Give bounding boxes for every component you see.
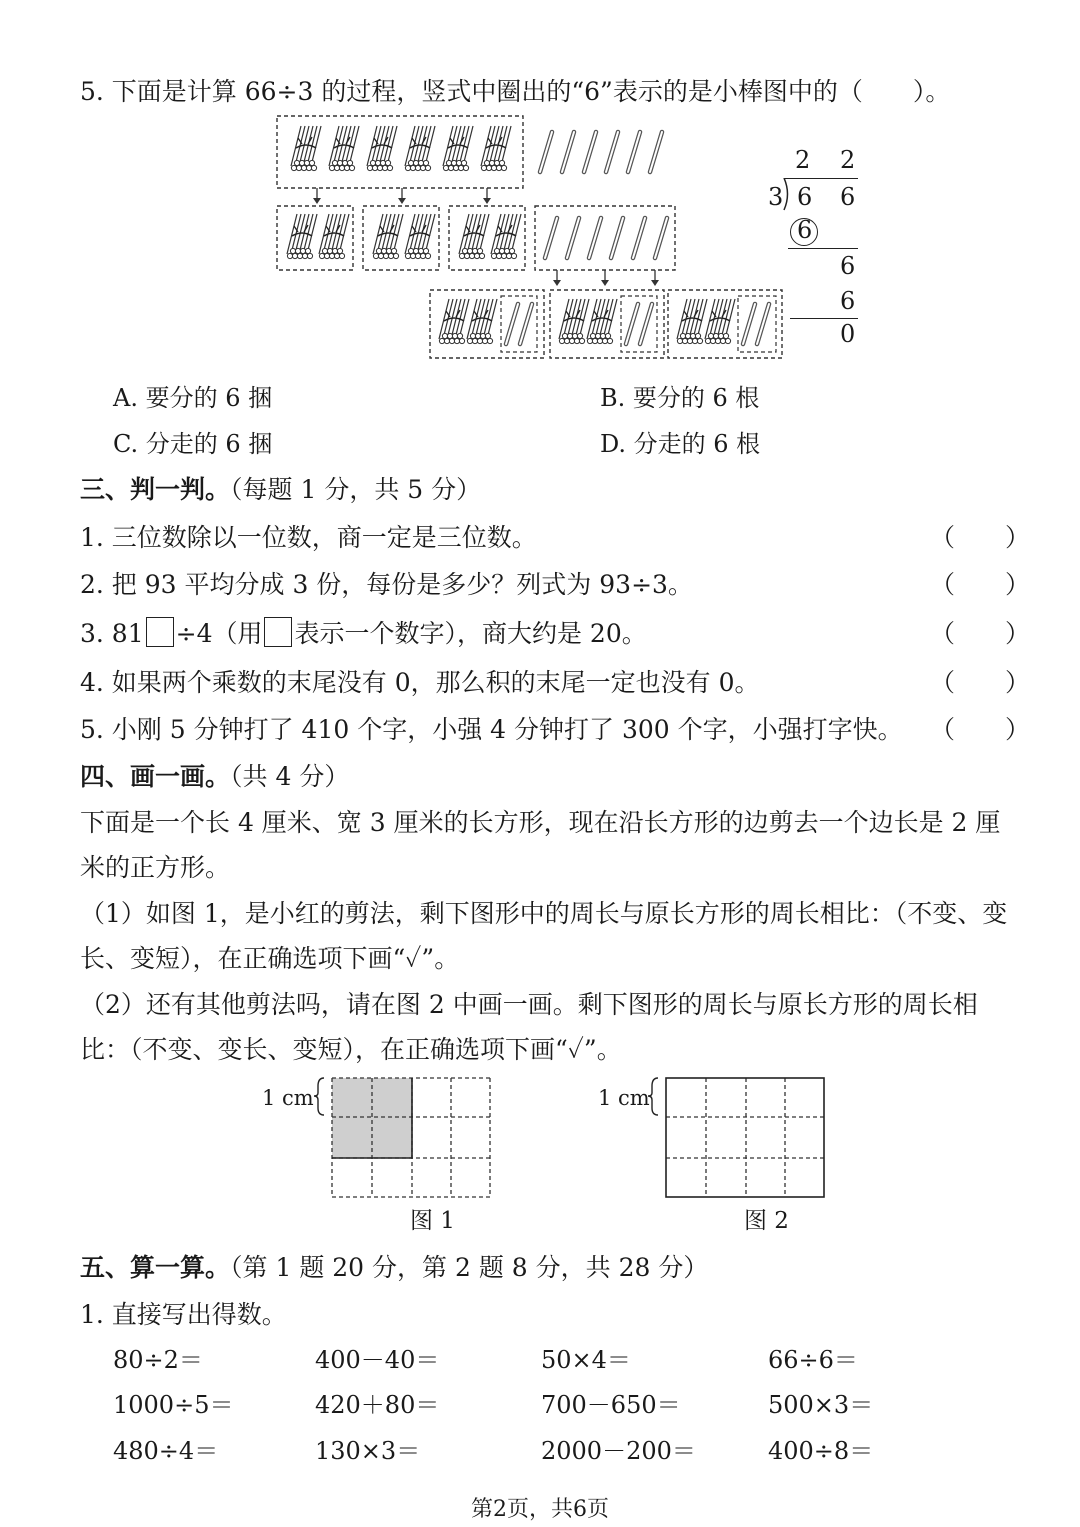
judge-answer-4[interactable]: （ ） bbox=[930, 668, 1031, 697]
calc-item: 480÷4＝ bbox=[113, 1437, 219, 1465]
calc-item: 66÷6＝ bbox=[768, 1346, 858, 1374]
calc-item: 420＋80＝ bbox=[315, 1391, 440, 1419]
calc-item: 500×3＝ bbox=[768, 1391, 874, 1419]
calc-item: 50×4＝ bbox=[541, 1346, 631, 1374]
division-bracket bbox=[782, 178, 792, 212]
section-5-heading bbox=[80, 1248, 708, 1284]
section-3-title: 三、判一判。 bbox=[80, 475, 231, 504]
section-3-note: （每题 1 分，共 5 分） bbox=[230, 475, 482, 504]
judge-item-1: 1. 三位数除以一位数，商一定是三位数。 bbox=[80, 523, 537, 552]
judge-item-4: 4. 如果两个乘数的末尾没有 0，那么积的末尾一定也没有 0。 bbox=[80, 668, 760, 697]
long-division bbox=[760, 140, 870, 355]
section-5-note: （第 1 题 20 分，第 2 题 8 分，共 28 分） bbox=[230, 1253, 709, 1282]
dividend-digit-1: 6 bbox=[797, 183, 813, 211]
division-remainder: 0 bbox=[840, 320, 856, 348]
option-d[interactable]: D. 分走的 6 根 bbox=[600, 430, 761, 458]
stick-diagram bbox=[270, 112, 790, 367]
calc-item: 2000－200＝ bbox=[541, 1437, 696, 1465]
page-footer: 第2页，共6页 bbox=[471, 1497, 609, 1522]
section-4-title: 四、画一画。 bbox=[80, 762, 231, 791]
judge-item-2: 2. 把 93 平均分成 3 份，每份是多少？列式为 93÷3。 bbox=[80, 570, 693, 599]
section-4-part1-2: 长、变短），在正确选项下画“✓”。 bbox=[80, 944, 460, 973]
dividend-digit-2: 6 bbox=[840, 183, 856, 211]
calc-item: 80÷2＝ bbox=[113, 1346, 203, 1374]
division-bar bbox=[784, 178, 858, 179]
section-3-heading bbox=[80, 470, 481, 506]
figure-2-scale: 1 cm bbox=[598, 1086, 650, 1110]
section-4-part2-1: （2）还有其他剪法吗，请在图 2 中画一画。剩下图形的周长与原长方形的周长相 bbox=[80, 990, 978, 1019]
judge-answer-3[interactable]: （ ） bbox=[930, 619, 1031, 648]
division-line-2 bbox=[790, 318, 858, 319]
judge-answer-2[interactable]: （ ） bbox=[930, 570, 1031, 599]
judge-answer-5[interactable]: （ ） bbox=[930, 715, 1031, 744]
figure-1-scale: 1 cm bbox=[262, 1086, 314, 1110]
circled-digit: 6 bbox=[797, 216, 813, 244]
section-4-note: （共 4 分） bbox=[230, 762, 350, 791]
figure-1-grid bbox=[314, 1076, 496, 1202]
judge-answer-1[interactable]: （ ） bbox=[930, 523, 1031, 552]
judge-item-3-part-b: ÷4（用 bbox=[175, 619, 263, 648]
section-4-part1-1: （1）如图 1，是小红的剪法，剩下图形中的周长与原长方形的周长相比：（不变、变 bbox=[80, 899, 1008, 928]
judge-item-3-part-a: 3. 81 bbox=[80, 619, 144, 648]
figure-2-label: 图 2 bbox=[744, 1208, 789, 1234]
figure-1-label: 图 1 bbox=[410, 1208, 455, 1234]
calc-item: 400÷8＝ bbox=[768, 1437, 874, 1465]
section-4-heading bbox=[80, 757, 349, 793]
figure-2-grid[interactable] bbox=[648, 1076, 830, 1202]
calc-item: 400－40＝ bbox=[315, 1346, 440, 1374]
judge-item-3 bbox=[80, 614, 647, 650]
quotient-digit-2: 2 bbox=[840, 146, 856, 174]
section-4-intro-2: 米的正方形。 bbox=[80, 853, 231, 882]
blank-digit-box-legend bbox=[264, 617, 292, 647]
section-4-intro-1: 下面是一个长 4 厘米、宽 3 厘米的长方形，现在沿长方形的边剪去一个边长是 2 厘 bbox=[80, 808, 1001, 837]
blank-digit-box bbox=[146, 617, 174, 647]
option-b[interactable]: B. 要分的 6 根 bbox=[600, 384, 760, 412]
calc-item: 700－650＝ bbox=[541, 1391, 681, 1419]
divisor: 3 bbox=[768, 183, 784, 211]
division-line-1 bbox=[788, 248, 858, 249]
judge-item-3-part-c: 表示一个数字），商大约是 20。 bbox=[294, 619, 647, 648]
calc-item: 130×3＝ bbox=[315, 1437, 421, 1465]
section-4-part2-2: 比：（不变、变长、变短），在正确选项下画“✓”。 bbox=[80, 1035, 622, 1064]
option-c[interactable]: C. 分走的 6 捆 bbox=[113, 430, 273, 458]
division-step-2: 6 bbox=[840, 287, 856, 315]
section-5-title: 五、算一算。 bbox=[80, 1253, 231, 1282]
judge-item-5: 5. 小刚 5 分钟打了 410 个字，小强 4 分钟打了 300 个字，小强打字快。 bbox=[80, 715, 903, 744]
question-5-text: 5. 下面是计算 66÷3 的过程，竖式中圈出的“6”表示的是小棒图中的（ ）。 bbox=[80, 77, 951, 106]
quotient-digit-1: 2 bbox=[795, 146, 811, 174]
option-a[interactable]: A. 要分的 6 捆 bbox=[113, 384, 273, 412]
calc-item: 1000÷5＝ bbox=[113, 1391, 234, 1419]
division-step-1: 6 bbox=[840, 252, 856, 280]
section-5-sub-1: 1. 直接写出得数。 bbox=[80, 1300, 287, 1329]
